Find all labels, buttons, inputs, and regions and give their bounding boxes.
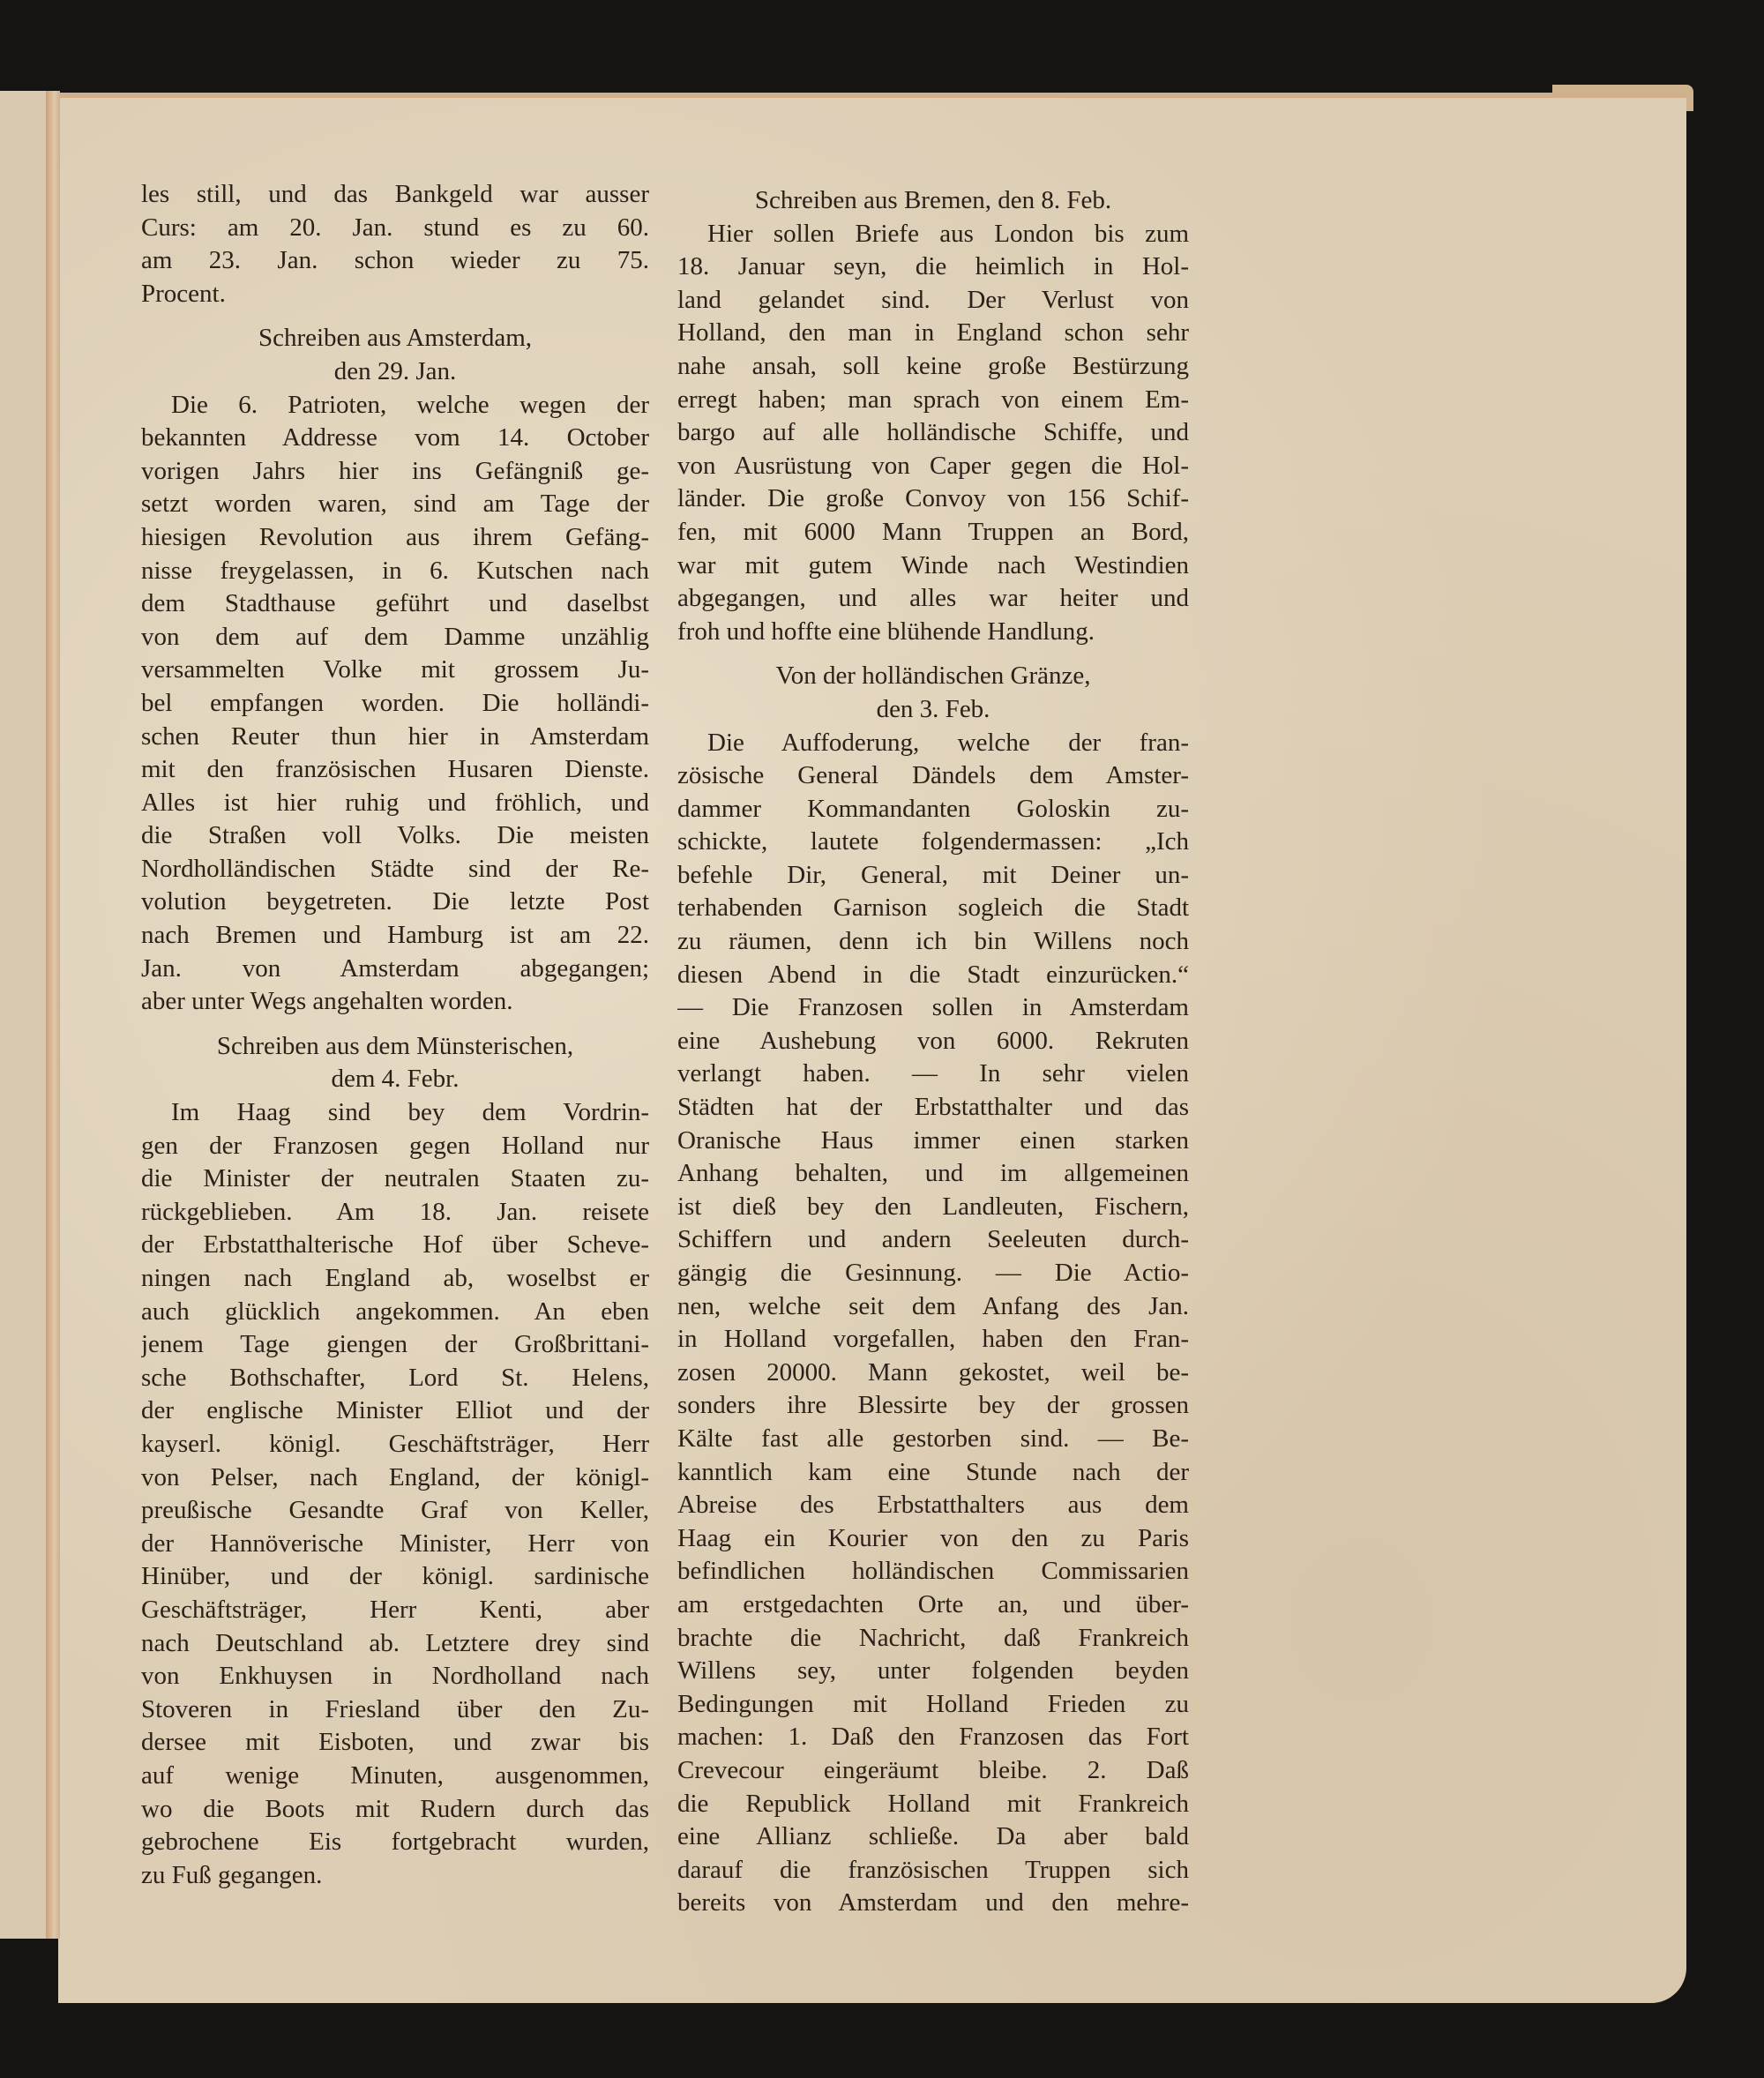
text-line: der Erbstatthalterische Hof über Scheve- [141, 1230, 649, 1260]
text-line: les still, und das Bankgeld war ausser [141, 180, 649, 208]
text-line: befehle Dir, General, mit Deiner un- [677, 860, 1189, 889]
text-line: der englische Minister Elliot und der [141, 1396, 649, 1425]
text-line: darauf die französischen Truppen sich [677, 1855, 1189, 1884]
text-line: der Hannöverische Minister, Herr von [141, 1529, 649, 1558]
text-line: — Die Franzosen sollen in Amsterdam [677, 993, 1189, 1022]
text-line: war mit gutem Winde nach Westindien [677, 550, 1189, 579]
text-line: zu räumen, denn ich bin Willens noch [677, 927, 1189, 956]
text-line: aber unter Wegs angehalten worden. [141, 987, 513, 1016]
text-line: Die Auffoderung, welche der fran- [707, 728, 1189, 757]
text-line: Bedingungen mit Holland Frieden zu [677, 1689, 1189, 1718]
text-line: sche Bothschafter, Lord St. Helens, [141, 1363, 649, 1392]
text-line: Abreise des Erbstatthalters aus dem [677, 1491, 1189, 1520]
text-line: Alles ist hier ruhig und fröhlich, und [141, 788, 649, 817]
text-line: Procent. [141, 279, 226, 308]
text-line: machen: 1. Daß den Franzosen das Fort [677, 1723, 1189, 1752]
text-line: nisse freygelassen, in 6. Kutschen nach [141, 556, 649, 585]
facing-page-edge [0, 91, 53, 1939]
text-line: Jan. von Amsterdam abgegangen; [141, 953, 649, 983]
text-line: Hinüber, und der königl. sardinische [141, 1562, 649, 1591]
text-line: Geschäftsträger, Herr Kenti, aber [141, 1595, 649, 1624]
text-line: hiesigen Revolution aus ihrem Gefäng- [141, 522, 649, 551]
text-line: von Pelser, nach England, der königl- [141, 1462, 649, 1491]
text-line: in Holland vorgefallen, haben den Fran- [677, 1325, 1189, 1354]
text-line: Oranische Haus immer einen starken [677, 1125, 1189, 1155]
text-line: auch glücklich angekommen. An eben [141, 1297, 649, 1326]
text-line: dem Stadthause geführt und daselbst [141, 589, 649, 618]
text-line: nahe ansah, soll keine große Bestürzung [677, 351, 1189, 380]
text-line: zosen 20000. Mann gekostet, weil be- [677, 1357, 1189, 1387]
text-line: Schreiben aus dem Münsterischen, [216, 1031, 574, 1060]
text-line: vorigen Jahrs hier ins Gefängniß ge- [141, 456, 649, 485]
text-line: die Straßen voll Volks. Die meisten [141, 821, 649, 850]
text-line: Kälte fast alle gestorben sind. — Be- [677, 1424, 1189, 1453]
text-line: froh und hoffte eine blühende Handlung. [677, 617, 1095, 646]
article-paragraph [141, 389, 649, 1019]
book-spine [46, 91, 60, 1939]
text-line: Holland, den man in England schon sehr [677, 318, 1189, 348]
text-line: von dem auf dem Damme unzählig [141, 622, 649, 651]
text-line: dammer Kommandanten Goloskin zu- [677, 794, 1189, 823]
text-line: volution beygetreten. Die letzte Post [141, 887, 649, 916]
text-line: wo die Boots mit Rudern durch das [141, 1794, 649, 1823]
text-line: bargo auf alle holländische Schiffe, und [677, 418, 1189, 447]
text-line: am 23. Jan. schon wieder zu 75. [141, 246, 649, 275]
text-line: erregt haben; man sprach von einem Em- [677, 385, 1189, 414]
right-column [677, 184, 1189, 1920]
text-line: sonders ihre Blessirte bey der grossen [677, 1391, 1189, 1420]
text-line: Schreiben aus Bremen, den 8. Feb. [754, 186, 1112, 214]
article-dateline-heading [141, 322, 649, 388]
article-dateline-heading [141, 1030, 649, 1096]
text-line: ist dieß bey den Landleuten, Fischern, [677, 1192, 1189, 1221]
text-line: die Minister der neutralen Staaten zu- [141, 1164, 649, 1193]
text-line: nach Deutschland ab. Letztere drey sind [141, 1628, 649, 1657]
text-line: kanntlich kam eine Stunde nach der [677, 1457, 1189, 1486]
text-line: bereits von Amsterdam und den mehre- [677, 1888, 1189, 1917]
text-line: rückgeblieben. Am 18. Jan. reisete [141, 1197, 649, 1226]
text-line: Crevecour eingeräumt bleibe. 2. Daß [677, 1755, 1189, 1784]
text-line: ningen nach England ab, woselbst er [141, 1264, 649, 1292]
text-line: Stoveren in Friesland über den Zu- [141, 1694, 649, 1723]
text-line: Anhang behalten, und im allgemeinen [677, 1159, 1189, 1188]
text-line: länder. Die große Convoy von 156 Schif- [677, 484, 1189, 513]
text-line: versammelten Volke mit grossem Ju- [141, 655, 649, 684]
text-line: bel empfangen worden. Die holländi- [141, 688, 649, 717]
text-line: auf wenige Minuten, ausgenommen, [141, 1760, 649, 1790]
text-line: den 3. Feb. [876, 694, 990, 723]
article-dateline-heading [677, 660, 1189, 726]
text-line: bekannten Addresse vom 14. October [141, 423, 649, 452]
text-line: land gelandet sind. Der Verlust von [677, 285, 1189, 314]
text-line: schickte, lautete folgendermassen: „Ich [677, 827, 1189, 856]
left-column [141, 178, 649, 1892]
text-line: befindlichen holländischen Commissarien [677, 1557, 1189, 1586]
text-line: Hier sollen Briefe aus London bis zum [707, 219, 1189, 248]
text-line: Die 6. Patrioten, welche wegen der [171, 390, 649, 419]
text-line: nen, welche seit dem Anfang des Jan. [677, 1291, 1189, 1320]
text-line: gen der Franzosen gegen Holland nur [141, 1131, 649, 1160]
text-line: fen, mit 6000 Mann Truppen an Bord, [677, 517, 1189, 546]
text-line: zu Fuß gegangen. [141, 1860, 323, 1889]
text-line: nach Bremen und Hamburg ist am 22. [141, 921, 649, 950]
text-line: von Ausrüstung von Caper gegen die Hol- [677, 451, 1189, 480]
text-line: zösische General Dändels dem Amster- [677, 761, 1189, 790]
text-line: Nordholländischen Städte sind der Re- [141, 854, 649, 883]
text-line: jenem Tage giengen der Großbrittani- [141, 1330, 649, 1359]
article-paragraph [677, 218, 1189, 649]
article-paragraph [141, 1096, 649, 1892]
text-line: eine Allianz schließe. Da aber bald [677, 1822, 1189, 1851]
text-line: 18. Januar seyn, die heimlich in Hol- [677, 252, 1189, 281]
text-line: kayserl. königl. Geschäftsträger, Herr [141, 1429, 649, 1458]
text-line: Im Haag sind bey dem Vordrin- [171, 1098, 649, 1127]
article-paragraph [141, 178, 649, 310]
text-line: gebrochene Eis fortgebracht wurden, [141, 1828, 649, 1857]
text-line: eine Aushebung von 6000. Rekruten [677, 1026, 1189, 1055]
text-line: den 29. Jan. [333, 356, 457, 385]
text-line: Willens sey, unter folgenden beyden [677, 1656, 1189, 1686]
text-line: preußische Gesandte Graf von Keller, [141, 1496, 649, 1525]
text-line: von Enkhuysen in Nordholland nach [141, 1662, 649, 1691]
text-line: brachte die Nachricht, daß Frankreich [677, 1623, 1189, 1652]
text-line: setzt worden waren, sind am Tage der [141, 490, 649, 519]
text-line: mit den französischen Husaren Dienste. [141, 755, 649, 784]
text-line: Curs: am 20. Jan. stund es zu 60. [141, 213, 649, 242]
text-line: Schiffern und andern Seeleuten durch- [677, 1225, 1189, 1254]
text-line: dem 4. Febr. [331, 1065, 460, 1094]
text-line: am erstgedachten Orte an, und über- [677, 1589, 1189, 1618]
text-line: schen Reuter thun hier in Amsterdam [141, 721, 649, 751]
text-line: diesen Abend in die Stadt einzurücken.“ [677, 960, 1189, 989]
article-paragraph [677, 727, 1189, 1920]
text-line: Von der holländischen Gränze, [775, 662, 1091, 691]
text-line: Städten hat der Erbstatthalter und das [677, 1093, 1189, 1122]
text-line: verlangt haben. — In sehr vielen [677, 1059, 1189, 1088]
text-line: die Republick Holland mit Frankreich [677, 1789, 1189, 1818]
text-line: dersee mit Eisboten, und zwar bis [141, 1728, 649, 1757]
text-line: gängig die Gesinnung. — Die Actio- [677, 1259, 1189, 1287]
text-line: Schreiben aus Amsterdam, [258, 324, 533, 353]
text-line: abgegangen, und alles war heiter und [677, 584, 1189, 613]
text-line: terhabenden Garnison sogleich die Stadt [677, 893, 1189, 923]
article-dateline-heading [677, 184, 1189, 218]
text-line: Haag ein Kourier von den zu Paris [677, 1523, 1189, 1552]
